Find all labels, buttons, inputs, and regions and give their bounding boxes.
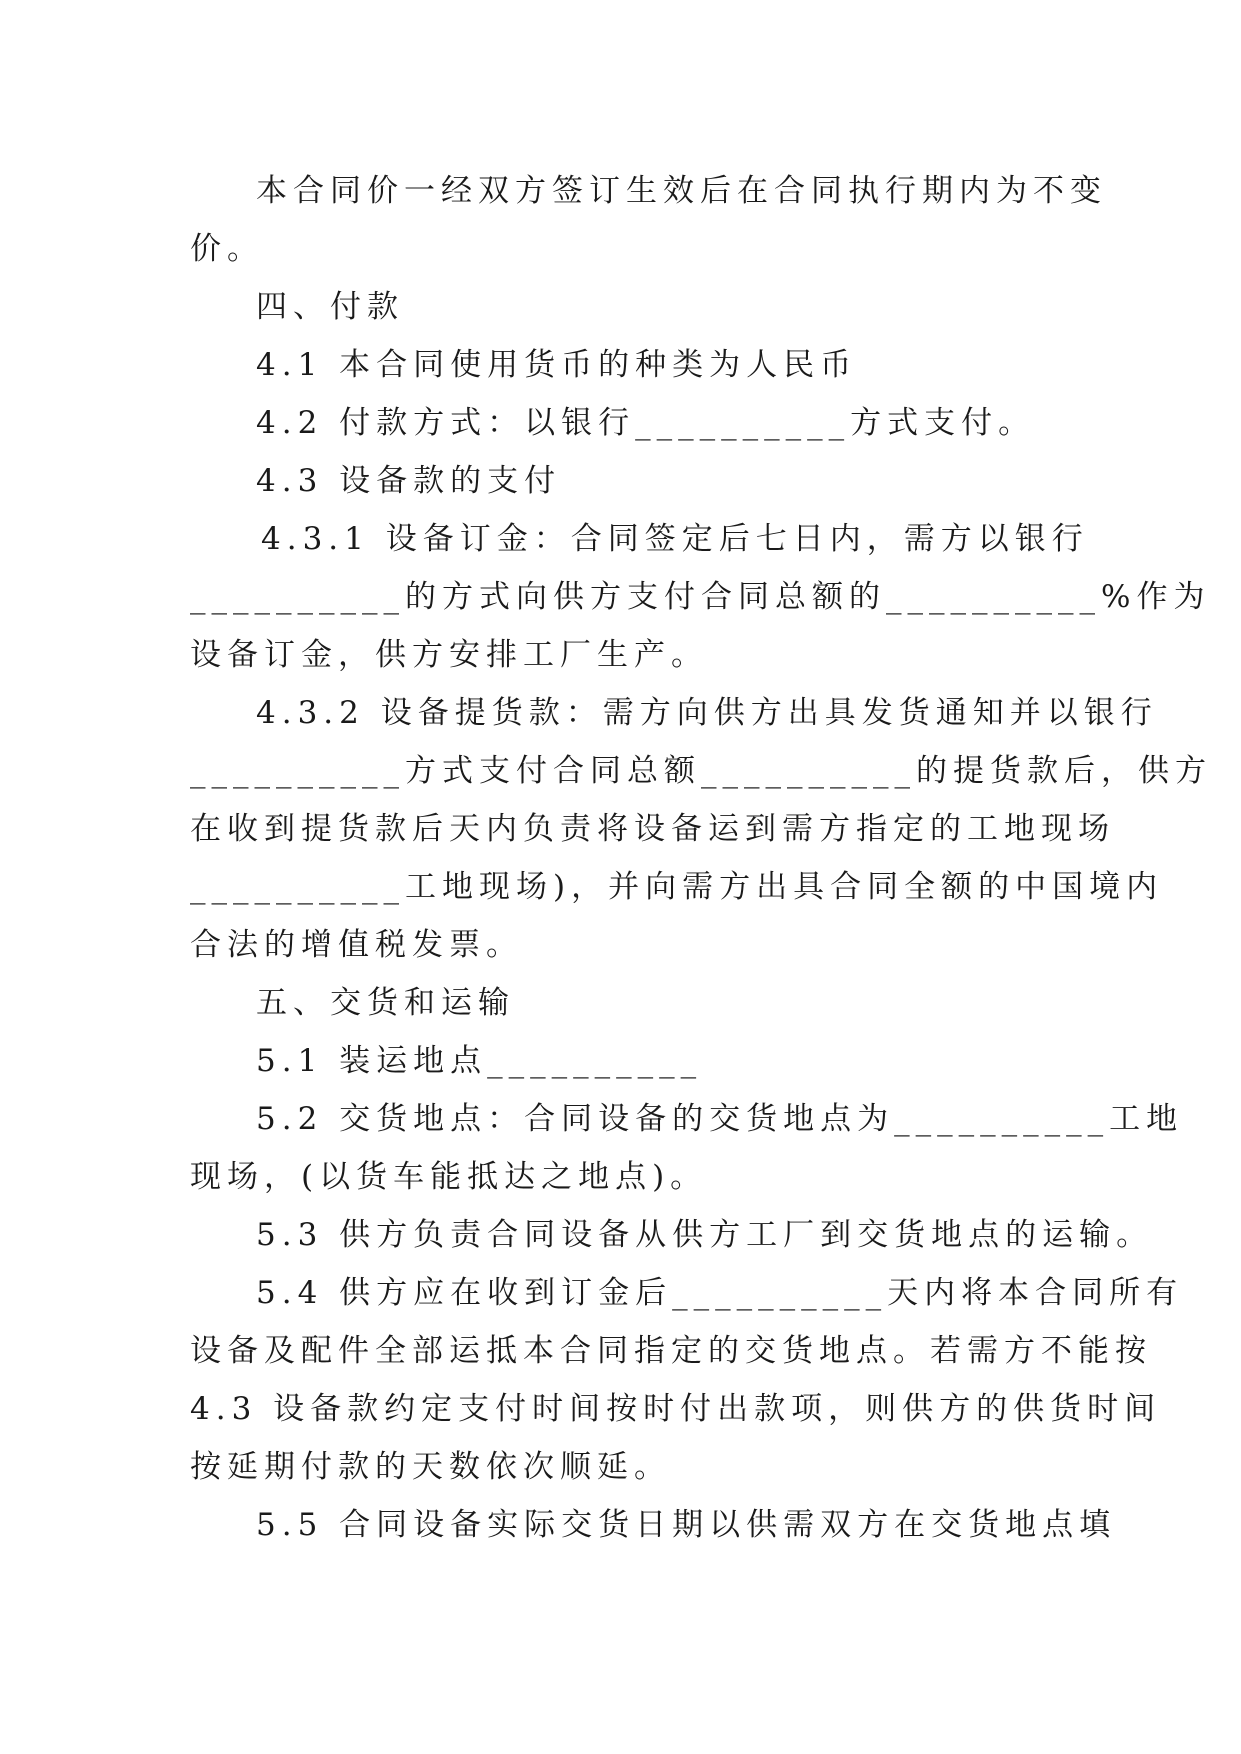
paragraph-line: 设备订金，供方安排工厂生产。 [190, 637, 708, 673]
paragraph-line: 现场，(以货车能抵达之地点)。 [190, 1159, 708, 1195]
section-heading-payment: 四、付款 [256, 289, 404, 325]
paragraph-line: 本合同价一经双方签订生效后在合同执行期内为不变 [256, 173, 1107, 209]
clause-4-2: 4.2 付款方式：以银行__________方式支付。 [256, 405, 1036, 441]
paragraph-line: 合法的增值税发票。 [190, 927, 523, 963]
document-body [190, 162, 1212, 1554]
clause-4-3-1: 4.3.1 设备订金：合同签定后七日内，需方以银行 [261, 521, 1089, 557]
paragraph-line: 价。 [190, 231, 264, 267]
clause-4-3: 4.3 设备款的支付 [256, 463, 562, 499]
section-heading-delivery: 五、交货和运输 [256, 985, 515, 1021]
clause-5-1: 5.1 装运地点__________ [256, 1043, 703, 1079]
clause-5-3: 5.3 供方负责合同设备从供方工厂到交货地点的运输。 [256, 1217, 1154, 1253]
clause-5-4: 5.4 供方应在收到订金后__________天内将本合同所有 [256, 1275, 1184, 1311]
paragraph-line: __________工地现场)，并向需方出具合同全额的中国境内 [190, 869, 1164, 905]
clause-4-3-2: 4.3.2 设备提货款：需方向供方出具发货通知并以银行 [256, 695, 1158, 731]
paragraph-line: 在收到提货款后天内负责将设备运到需方指定的工地现场 [190, 811, 1115, 847]
clause-5-5: 5.5 合同设备实际交货日期以供需双方在交货地点填 [256, 1507, 1117, 1543]
paragraph-line: __________方式支付合同总额__________的提货款后，供方 [190, 753, 1212, 789]
paragraph-line: __________的方式向供方支付合同总额的__________%作为 [190, 579, 1211, 615]
clause-4-1: 4.1 本合同使用货币的种类为人民币 [256, 347, 858, 383]
clause-5-2: 5.2 交货地点：合同设备的交货地点为__________工地 [256, 1101, 1184, 1137]
paragraph-line: 设备及配件全部运抵本合同指定的交货地点。若需方不能按 [190, 1333, 1152, 1369]
paragraph-line: 按延期付款的天数依次顺延。 [190, 1449, 671, 1485]
paragraph-line: 4.3 设备款约定支付时间按时付出款项，则供方的供货时间 [190, 1391, 1162, 1427]
